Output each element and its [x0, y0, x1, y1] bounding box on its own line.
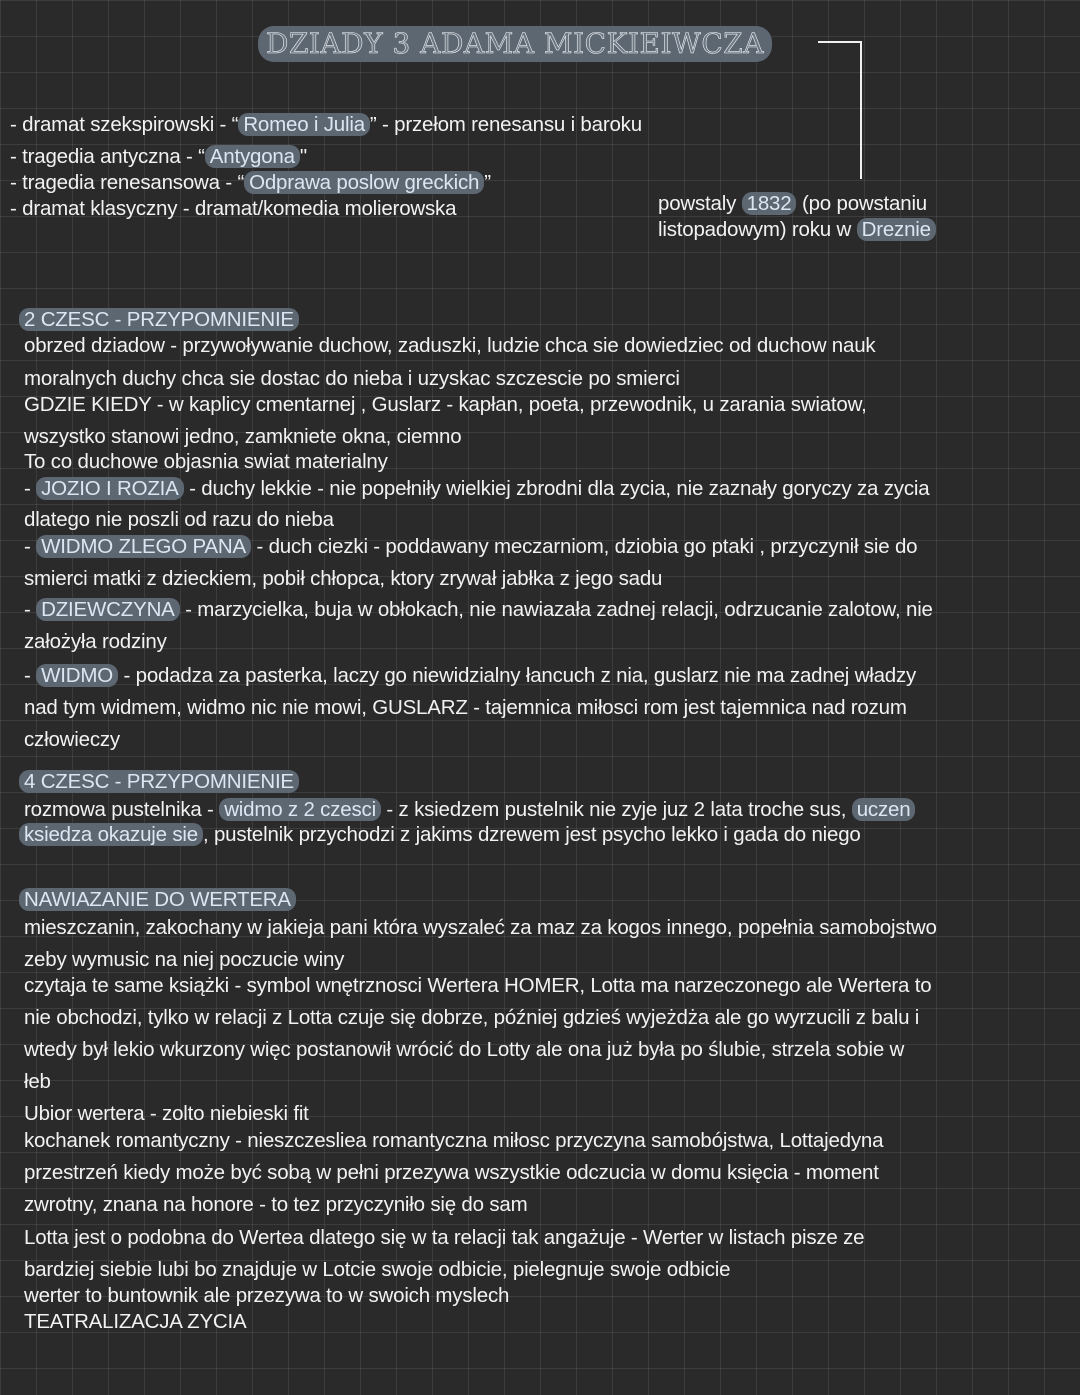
highlighted-text: Antygona	[205, 145, 300, 168]
note-text: obrzed dziadow - przywoływanie duchow, zaduszki, ludzie chca sie dowiedziec od duchow nauk	[24, 334, 876, 357]
highlighted-text: 1832	[742, 192, 797, 215]
highlighted-text: uczen	[852, 798, 916, 821]
note-text: - z ksiedzem pustelnik nie zyje juz 2 lata troche sus,	[380, 798, 852, 821]
note-text: łeb	[24, 1070, 51, 1093]
note-text: To co duchowe objasnia swiat materialny	[24, 450, 388, 473]
note-line	[24, 1101, 309, 1127]
highlighted-text: WIDMO ZLEGO PANA	[36, 535, 251, 558]
note-line	[24, 1005, 919, 1031]
note-text: założyła rodziny	[24, 630, 167, 653]
note-text: "	[299, 145, 307, 168]
note-line	[24, 1309, 247, 1335]
connector-line	[818, 41, 862, 43]
note-text: - dramat klasyczny - dramat/komedia molierowska	[10, 197, 457, 220]
highlighted-text: widmo z 2 czesci	[219, 798, 381, 821]
note-text: ”	[484, 171, 491, 194]
note-line	[24, 534, 917, 560]
note-text: zwrotny, znana na honore - to tez przyczyniło się do sam	[24, 1193, 528, 1216]
note-text: - duchy lekkie - nie popełniły wielkiej zbrodni dla zycia, nie zaznały goryczy za zycia	[183, 477, 930, 500]
note-text: - duch ciezki - poddawany meczarniom, dziobia go ptaki , przyczynił sie do	[250, 535, 918, 558]
note-text: mieszczanin, zakochany w jakieja pani która wyszaleć za maz za kogos innego, popełnia samobojstwo	[24, 916, 937, 939]
note-text: smierci matki z dzieckiem, pobił chłopca, ktory zrywał jabłka z jego sadu	[24, 567, 663, 590]
note-line	[658, 191, 927, 217]
note-text: - tragedia renesansowa - “	[10, 171, 245, 194]
note-text: -	[24, 664, 37, 687]
note-text: - podadza za pasterka, laczy go niewidzialny łancuch z nia, guslarz nie ma zadnej władzy	[118, 664, 917, 687]
note-line	[10, 196, 456, 222]
note-text: -	[24, 535, 37, 558]
highlighted-text: 2 CZESC - PRZYPOMNIENIE	[19, 308, 299, 331]
note-text: Lotta jest o podobna do Wertea dlatego się w ta relacji tak angażuje - Werter w listach pisze ze	[24, 1226, 865, 1249]
note-text: zeby wymusic na niej poczucie winy	[24, 948, 345, 971]
note-line	[24, 333, 875, 359]
highlighted-text: WIDMO	[36, 664, 118, 687]
note-text: -	[24, 477, 37, 500]
note-line	[19, 822, 861, 848]
note-line	[24, 1128, 883, 1154]
note-line	[24, 1257, 730, 1283]
note-text: powstaly	[658, 192, 742, 215]
note-line	[24, 1192, 527, 1218]
note-text: moralnych duchy chca sie dostac do nieba i uzyskac szczescie po smierci	[24, 367, 680, 390]
note-text: GDZIE KIEDY - w kaplicy cmentarnej , Guslarz - kapłan, poeta, przewodnik, u zarania swiatow,	[24, 393, 867, 416]
note-line	[24, 1283, 509, 1309]
highlighted-text: NAWIAZANIE DO WERTERA	[19, 888, 296, 911]
note-line	[24, 449, 388, 475]
highlighted-text: ksiedza okazuje sie	[19, 823, 203, 846]
note-line	[24, 695, 907, 721]
note-text: TEATRALIZACJA ZYCIA	[24, 1310, 247, 1333]
note-line	[10, 144, 307, 170]
highlighted-text: JOZIO I ROZIA	[36, 477, 184, 500]
note-text: -	[24, 598, 37, 621]
note-text: nie obchodzi, tylko w relacji z Lotta czuje się dobrze, później gdzieś wyjeżdża ale go wyrzucili z balu i	[24, 1006, 920, 1029]
note-line	[24, 1225, 864, 1251]
note-text: - tragedia antyczna - “	[10, 145, 205, 168]
note-line	[24, 1160, 879, 1186]
note-text: - dramat szekspirowski - “	[10, 113, 239, 136]
note-line	[658, 217, 936, 243]
note-text: (po powstaniu	[796, 192, 927, 215]
note-text: nad tym widmem, widmo nic nie mowi, GUSLARZ - tajemnica miłosci rom jest tajemnica nad rozum	[24, 696, 907, 719]
note-text: bardziej siebie lubi bo znajduje w Lotcie swoje odbicie, pielegnuje swoje odbicie	[24, 1258, 731, 1281]
note-text: - marzycielka, buja w obłokach, nie nawiazała zadnej relacji, odrzucanie zalotow, nie	[179, 598, 933, 621]
note-line	[24, 597, 933, 623]
highlighted-text: Romeo i Julia	[238, 113, 370, 136]
note-line	[24, 663, 916, 689]
note-line	[24, 629, 167, 655]
note-line	[24, 507, 334, 533]
note-text: dlatego nie poszli od razu do nieba	[24, 508, 334, 531]
connector-line	[860, 41, 862, 179]
page-title: DZIADY 3 ADAMA MICKIEIWCZA	[258, 26, 772, 62]
note-line	[24, 973, 931, 999]
highlighted-text: DZIEWCZYNA	[36, 598, 180, 621]
note-line	[24, 1069, 51, 1095]
note-line	[24, 476, 929, 502]
note-text: czytaja te same książki - symbol wnętrznosci Wertera HOMER, Lotta ma narzeczonego ale Wertera to	[24, 974, 932, 997]
note-line	[24, 566, 662, 592]
highlighted-text: Dreznie	[857, 218, 936, 241]
note-line	[24, 1037, 904, 1063]
note-line	[19, 769, 299, 795]
note-line	[10, 112, 642, 138]
note-line	[24, 797, 915, 823]
note-text: Ubior wertera - zolto niebieski fit	[24, 1102, 309, 1125]
note-text: werter to buntownik ale przezywa to w swoich myslech	[24, 1284, 510, 1307]
highlighted-text: Odprawa poslow greckich	[244, 171, 484, 194]
note-line	[24, 424, 461, 450]
note-line	[10, 170, 491, 196]
note-line	[24, 947, 344, 973]
note-text: przestrzeń kiedy może być sobą w pełni przezywa wszystkie odczucia w domu księcia - moment	[24, 1161, 879, 1184]
note-text: ” - przełom renesansu i baroku	[369, 113, 642, 136]
highlighted-text: 4 CZESC - PRZYPOMNIENIE	[19, 770, 299, 793]
note-text: wtedy był lekio wkurzony więc postanowił wrócić do Lotty ale ona już była po ślubie, strzela sobie w	[24, 1038, 905, 1061]
note-text: , pustelnik przychodzi z jakims dzrewem jest psycho lekko i gada do niego	[202, 823, 861, 846]
note-text: kochanek romantyczny - nieszczesliea romantyczna miłosc przyczyna samobójstwa, Lottajedyna	[24, 1129, 884, 1152]
note-text: człowieczy	[24, 728, 120, 751]
note-text: rozmowa pustelnika -	[24, 798, 220, 821]
note-line	[24, 392, 867, 418]
note-line	[24, 915, 937, 941]
note-text: listopadowym) roku w	[658, 218, 857, 241]
note-line	[24, 727, 120, 753]
note-text: wszystko stanowi jedno, zamkniete okna, ciemno	[24, 425, 462, 448]
note-line	[19, 307, 299, 333]
note-line	[24, 366, 680, 392]
note-line	[19, 887, 296, 913]
